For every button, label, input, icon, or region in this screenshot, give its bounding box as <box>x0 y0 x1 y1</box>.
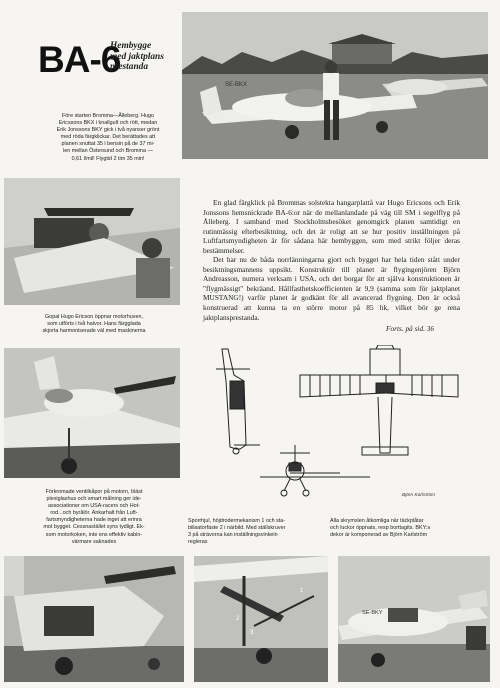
caption-engine: Gopal Hugo Ericson öppnar motorhuven, som utförts i två halvor. Hans färgglada skjorta harmoniserade väl med maskinerna <box>42 314 146 335</box>
photo-propeller <box>4 348 180 478</box>
photo-rudder-mechanism <box>194 556 328 682</box>
photo-label-1: 1 <box>300 588 304 594</box>
photo-engine-closeup <box>4 556 184 682</box>
photo-label-3: 3 <box>250 630 254 636</box>
paragraph-2: Det har nu de båda norrlänningarna gjort och bygget har hela tiden stått under besiktningsmannens uppsikt. Konstruktör till planet är flygingenjören Björn Andreasson, numera verksam i USA, och det borgar för att själva konstruktionen är "flygmässigt" bekräand. Hållfasthetskoefficienten är 9,9 (samma som för jaktplanet MUSTANG!) varför planet är godkänt för all avancerad flygning. Den är också konstruerad att kunna ta en större motor på 85 hk, vilket bör ge rena jaktplansprestanda. <box>203 255 460 322</box>
photo-label-2: 2 <box>236 616 240 622</box>
page-title: BA-6 <box>38 39 121 80</box>
caption-cockpit: Alla skrymslen åtkomliga när täckplåtar och luckor öppnats, resp borttagits. BKY:s dekor är komponerad av Björn Karlström <box>330 518 431 539</box>
page-subtitle: Hembygge med jaktplans prestanda <box>110 41 164 73</box>
continued-note: Forts. på sid. 36 <box>386 324 435 333</box>
caption-propeller: Förkromade ventilkåpor på motorn, bläst plexiglashus och smart målning ger ide- associationer om USA-racers och Hot- rod...och byrålör. Ankarhalt från Luft- fartsmyndigheterna hade inget att erinra mot bygget. Cessnastället syns tydligt. Ek- som motorkoken, inte ens effektiv kabin- värmare saknades <box>43 489 145 545</box>
caption-rudder: Sporrhjul, höjdrodermekanism 1 och sta- bilisatorfäste 2 i närbild. Med ställskruver 3 på strävorna kan inställningsvinkeln regleras <box>188 518 286 546</box>
caption-intro: Före starten Bromma—Ålleberg. Hugo Ericssons BKX i knallgult och rött, medan Erik Jonssons BKY gick i två nyanser grönt med röda färgklickar. Det berättades att planen snuttat 35 l bensin på de 37 mi- len mellan Östersund och Bromma — 0,61 l/mil! Flygtid 2 tim 35 min! <box>56 113 160 162</box>
drawing-signature: Björn Karlström <box>402 493 436 498</box>
photo-engine <box>4 178 180 305</box>
paragraph-1: En glad färgklick på Brommas solstekta hangarplattå var Hugo Ericsons och Erik Jonssons hemsnickrade BA-6:or när de mellanlandade på väg till SM i segelflyg på Ålleberg. I samband med Stockholmsbesöket genomgick planen samtidigt en rutinmässig efterbesiktning, och det är roligt att se hur positiv inställningen på Luftfartsmyndigheten är för sådana här hembyggen, som med strikt följer deras bestämmelser. <box>203 198 460 255</box>
three-view-drawing <box>200 345 490 505</box>
registration-bottom: SE-BKY <box>362 610 383 616</box>
photo-cockpit-open <box>338 556 490 682</box>
article-body <box>203 198 460 322</box>
registration-top: SE-BKX <box>225 82 248 88</box>
